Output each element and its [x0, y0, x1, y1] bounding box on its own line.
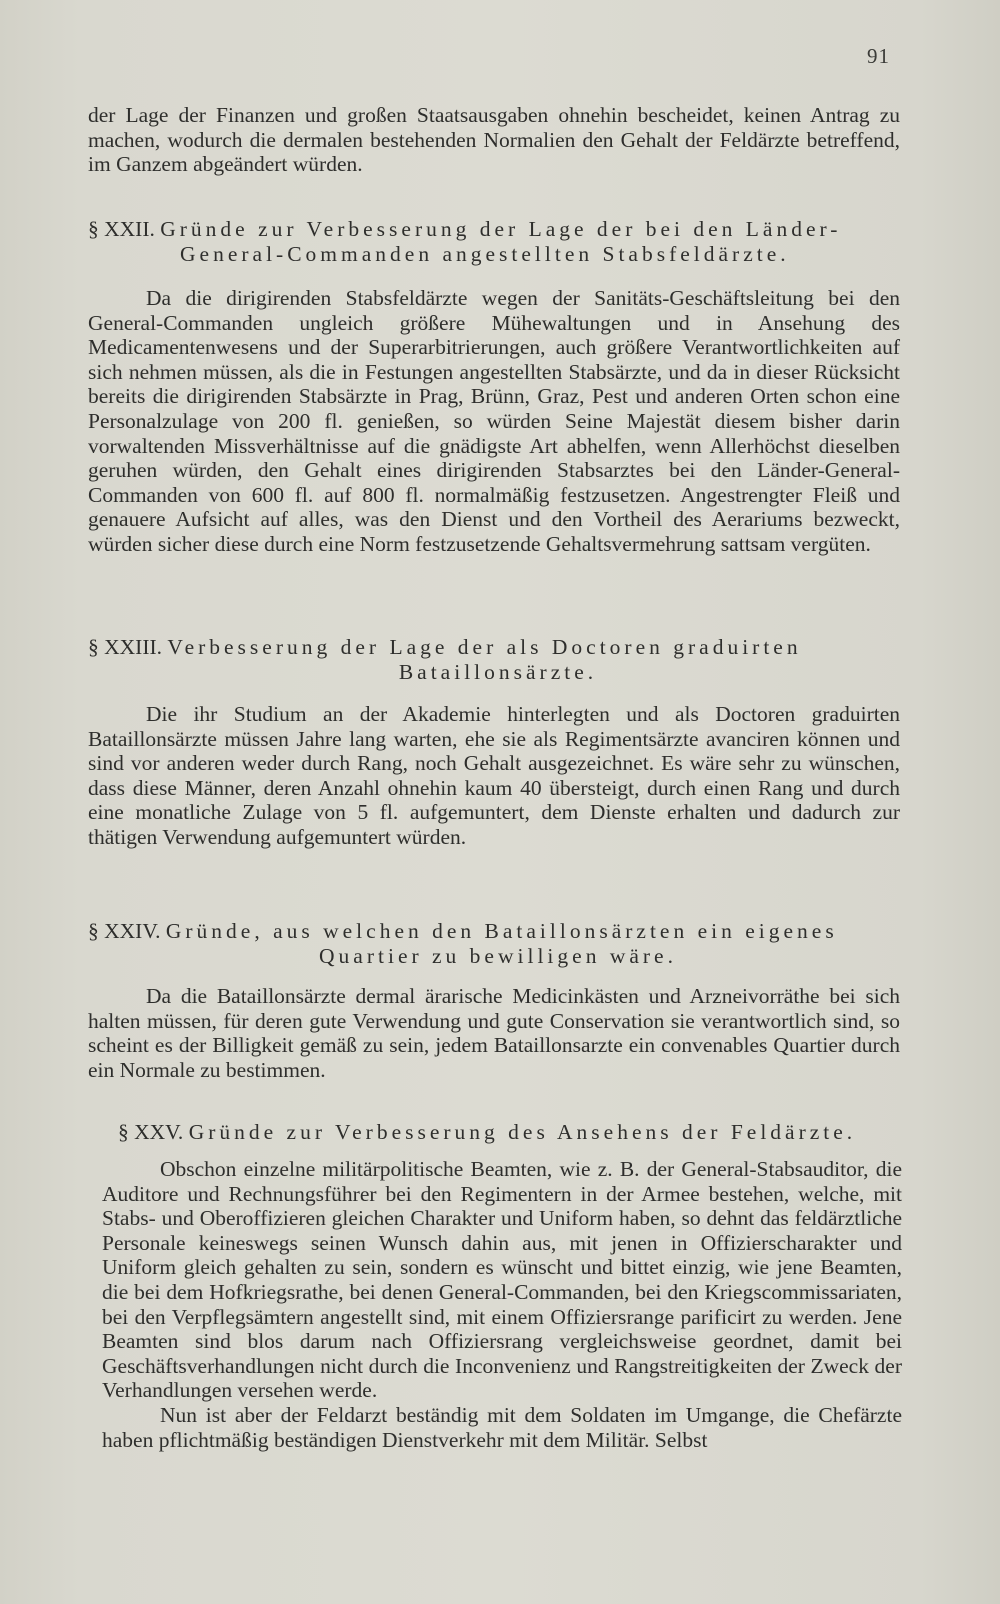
- section-body-xxiv: [88, 984, 900, 1082]
- section-paragraph: Die ihr Studium an der Akademie hinterlegten und als Doctoren graduirten Bataillonsärzte müssen Jahre lang warten, ehe sie als Regimentsärzte avanciren können und sind vor anderen weder durch Rang, noch Gehalt ausgezeichnet. Es wäre sehr zu wünschen, dass diese Männer, deren Anzahl ohnehin kaum 40 übersteigt, durch einen Rang und durch eine monatliche Zulage von 5 fl. aufgemuntert, dem Dienste erhalten und dadurch zur thätigen Verwendung aufgemuntert würden.: [88, 702, 900, 849]
- section-title-line2: Bataillonsärzte.: [398, 659, 598, 684]
- section-heading-xxiii: [88, 635, 908, 684]
- section-number: § XXV.: [118, 1120, 184, 1144]
- section-paragraph: Da die dirigirenden Stabsfeldärzte wegen der Sanitäts-Geschäftsleitung bei den General-Commanden ungleich größere Mühewaltungen und in Ansehung des Medicamentenwesens und der Superarbitrierungen, auch größere Verantwortlichkeiten auf sich nehmen müssen, als die in Festungen angestellten Stabsärzte, und da in dieser Rücksicht bereits die dirigirenden Stabsärzte in Prag, Brünn, Graz, Pest und anderen Orten schon eine Personalzulage von 200 fl. genießen, so würden Seine Majestät diesem bisher darin vorwaltenden Missverhältnisse auf die gnädigste Art abhelfen, wenn Allerhöchst dieselben geruhen würden, den Gehalt eines dirigirenden Stabsarztes bei den Länder-General-Commanden von 600 fl. auf 800 fl. normalmäßig festzusetzen. Angestrengter Fleiß und genauere Aufsicht auf alles, was den Dienst und den Vortheil des Aerariums bezweckt, würden sicher diese durch eine Norm festzusetzende Gehaltsvermehrung sattsam vergüten.: [88, 286, 900, 556]
- section-paragraph: Nun ist aber der Feldarzt beständig mit dem Soldaten im Umgange, die Chefärzte haben pflichtmäßig beständigen Dienstverkehr mit dem Militär. Selbst: [102, 1402, 902, 1452]
- section-body-xxv: [102, 1157, 902, 1452]
- intro-paragraph: der Lage der Finanzen und großen Staatsausgaben ohnehin bescheidet, keinen Antrag zu machen, wodurch die dermalen bestehenden Normalien den Gehalt der Feldärzte betreffend, im Ganzem abgeändert würden.: [88, 103, 900, 177]
- section-title-line1: Gründe, aus welchen den Bataillonsärzten ein eigenes: [165, 919, 838, 943]
- section-paragraph: Obschon einzelne militärpolitische Beamten, wie z. B. der General-Stabsauditor, die Auditore und Rechnungsführer bei den Regimentern in der Armee bestehen, welche, mit Stabs- und Oberoffizieren gleichen Charakter und Uniform haben, so dehnt das feldärztliche Personale keineswegs seinen Wunsch dahin aus, mit jenen in Offizierscharakter und Uniform gleich gehalten zu sein, sondern es wünscht und bittet einzig, wie jene Beamten, die bei dem Hofkriegsrathe, bei denen General-Commanden, bei den Kriegscommissariaten, bei den Verpflegsämtern angestellt sind, mit einem Offiziersrange parificirt zu werden. Jene Beamten sind blos darum nach Offiziersrang vergleichsweise geordnet, damit bei Geschäftsverhandlungen nicht durch die Inconvenienz und Rangstreitigkeiten der Zweck der Verhandlungen versehen werde.: [102, 1157, 902, 1403]
- section-heading-xxii: [88, 217, 908, 266]
- section-number: § XXIII.: [88, 635, 163, 659]
- section-heading-xxiv: [88, 919, 908, 968]
- section-title-line1: Verbesserung der Lage der als Doctoren graduirten: [167, 635, 802, 659]
- section-paragraph: Da die Bataillonsärzte dermal ärarische Medicinkästen und Arzneivorräthe bei sich halten müssen, für deren gute Verwendung und gute Conservation sie verantwortlich sind, so scheint es der Billigkeit gemäß zu sein, jedem Bataillonsarzte ein convenables Quartier durch ein Normale zu bestimmen.: [88, 984, 900, 1082]
- section-title-line1: Gründe zur Verbesserung des Ansehens der Feldärzte.: [188, 1120, 857, 1144]
- section-heading-xxv: [118, 1120, 908, 1145]
- section-title-line1: Gründe zur Verbesserung der Lage der bei den Länder-: [160, 217, 842, 241]
- section-title-line2: General-Commanden angestellten Stabsfeldärzte.: [180, 241, 790, 266]
- section-title-line2: Quartier zu bewilligen wäre.: [319, 943, 677, 968]
- section-number: § XXII.: [88, 217, 155, 241]
- section-body-xxiii: [88, 702, 900, 850]
- section-number: § XXIV.: [88, 919, 161, 943]
- intro-text-block: [88, 103, 900, 177]
- section-body-xxii: [88, 286, 900, 557]
- page-number: 91: [867, 44, 890, 68]
